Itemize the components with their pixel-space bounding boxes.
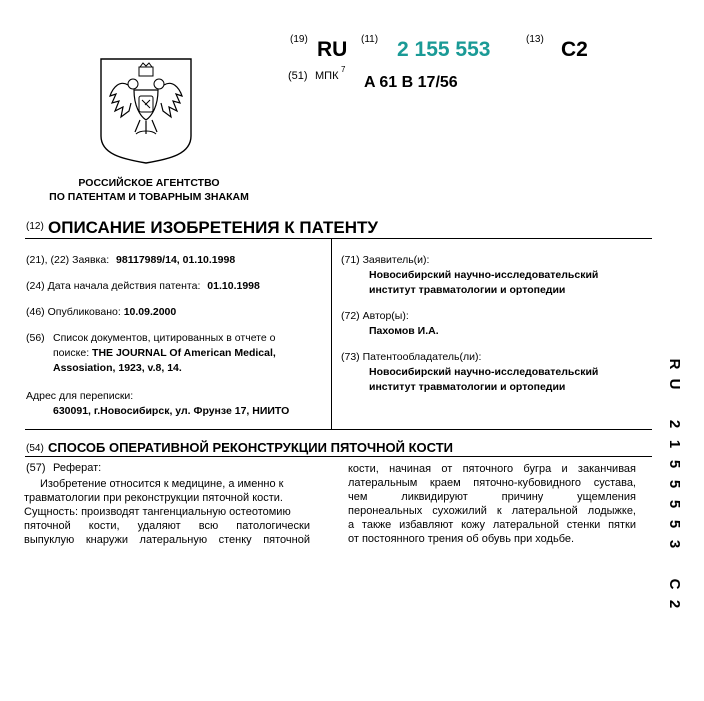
abstract-line: выпуклую кнаружи латеральную стенку пяточной [24, 534, 310, 546]
inid-57: (57) [26, 462, 46, 474]
inid-51: (51) [288, 70, 308, 82]
abstract-line: кости, начиная от пяточного бугра и заканчивая [348, 463, 636, 475]
inid-54: (54) [26, 443, 44, 454]
side-char: R [666, 358, 683, 370]
agency-name [36, 176, 262, 204]
divider-top [25, 238, 652, 239]
agency-line-1: РОССИЙСКОЕ АГЕНТСТВО [78, 177, 220, 189]
document-type-title: ОПИСАНИЕ ИЗОБРЕТЕНИЯ К ПАТЕНТУ [48, 218, 378, 237]
field-56-reference-2: Assosiation, 1923, v.8, 14. [53, 362, 182, 374]
side-char: C [666, 578, 683, 590]
abstract-line: а также избавляют кожу латеральной стенки пятки [348, 519, 636, 531]
abstract-line: перонеальных сухожилий к латеральной лодыжке, [348, 505, 636, 517]
field-72-label: (72) Автор(ы): [341, 310, 409, 322]
abstract-line: латеральным краем пяточно-кубовидного сустава, [348, 477, 636, 489]
address-label: Адрес для переписки: [26, 390, 134, 402]
field-72-value: Пахомов И.А. [369, 325, 439, 337]
abstract-line: Сущность: производят тангенциальную остеотомию [24, 506, 291, 518]
side-char: 5 [666, 459, 683, 469]
field-46-label: (46) Опубликовано: [26, 306, 121, 318]
field-73-label: (73) Патентообладатель(ли): [341, 351, 482, 363]
abstract-line: травматологии при реконструкции пяточной кости. [24, 492, 283, 504]
side-document-number [662, 354, 686, 614]
inid-19: (19) [290, 34, 308, 45]
inid-13: (13) [526, 34, 544, 45]
inid-11: (11) [361, 34, 379, 45]
kind-code: C2 [561, 38, 588, 61]
divider-bottom [25, 429, 652, 430]
invention-title: СПОСОБ ОПЕРАТИВНОЙ РЕКОНСТРУКЦИИ ПЯТОЧНОЙ КОСТИ [48, 440, 453, 455]
field-56-code: (56) [26, 332, 45, 344]
coat-of-arms-emblem [100, 58, 192, 164]
field-56-text-1: Список документов, цитированных в отчете о [53, 332, 276, 344]
field-72 [341, 309, 651, 339]
mpk-label: МПК [315, 70, 339, 82]
side-char: 2 [666, 599, 683, 609]
country-code: RU [317, 38, 348, 61]
field-71-label: (71) Заявитель(и): [341, 254, 430, 266]
field-73-value-1: Новосибирский научно-исследовательский [369, 366, 599, 378]
side-char: 1 [666, 439, 683, 449]
field-56 [53, 331, 333, 376]
field-24 [26, 279, 326, 294]
mpk-edition: 7 [341, 65, 346, 74]
abstract-line: Изобретение относится к медицине, а именно к [40, 478, 284, 490]
divider-invention [25, 456, 652, 457]
field-21-22 [26, 253, 326, 268]
field-24-value: 01.10.1998 [207, 280, 260, 292]
side-char: 2 [666, 419, 683, 429]
patent-number: 2 155 553 [397, 38, 491, 61]
abstract-label: Реферат: [53, 462, 102, 474]
field-24-label: (24) Дата начала действия патента: [26, 280, 201, 292]
field-21-value: 98117989/14, 01.10.1998 [116, 254, 236, 266]
field-21-label: (21), (22) Заявка: [26, 254, 110, 266]
field-71-value-2: институт травматологии и ортопедии [369, 284, 566, 296]
abstract-line: пяточной кости, удаляют всю патологически [24, 520, 310, 532]
field-56-reference-1: THE JOURNAL Of American Medical, [92, 347, 276, 359]
field-71 [341, 253, 651, 298]
field-73-value-2: институт травматологии и ортопедии [369, 381, 566, 393]
field-73 [341, 350, 651, 395]
side-char: 5 [666, 479, 683, 489]
abstract-line: чем ликвидируют причину ущемления [348, 491, 636, 503]
field-56-text-2: поиске: [53, 347, 90, 359]
abstract-column-1 [24, 477, 310, 547]
abstract-column-2 [348, 462, 636, 546]
address-value: 630091, г.Новосибирск, ул. Фрунзе 17, НИИТО [53, 405, 290, 417]
side-char: 3 [666, 539, 683, 549]
abstract-line: от постоянного трения об обувь при ходьбе. [348, 533, 575, 545]
side-char: U [666, 378, 683, 390]
field-46-value: 10.09.2000 [123, 306, 177, 318]
field-46 [26, 305, 326, 320]
field-71-value-1: Новосибирский научно-исследовательский [369, 269, 599, 281]
inid-12: (12) [26, 221, 44, 232]
ipc-classification: A 61 B 17/56 [364, 74, 458, 91]
side-char: 5 [666, 519, 683, 529]
agency-line-2: ПО ПАТЕНТАМ И ТОВАРНЫМ ЗНАКАМ [49, 191, 249, 203]
side-char: 5 [666, 499, 683, 509]
correspondence-address [26, 389, 330, 419]
